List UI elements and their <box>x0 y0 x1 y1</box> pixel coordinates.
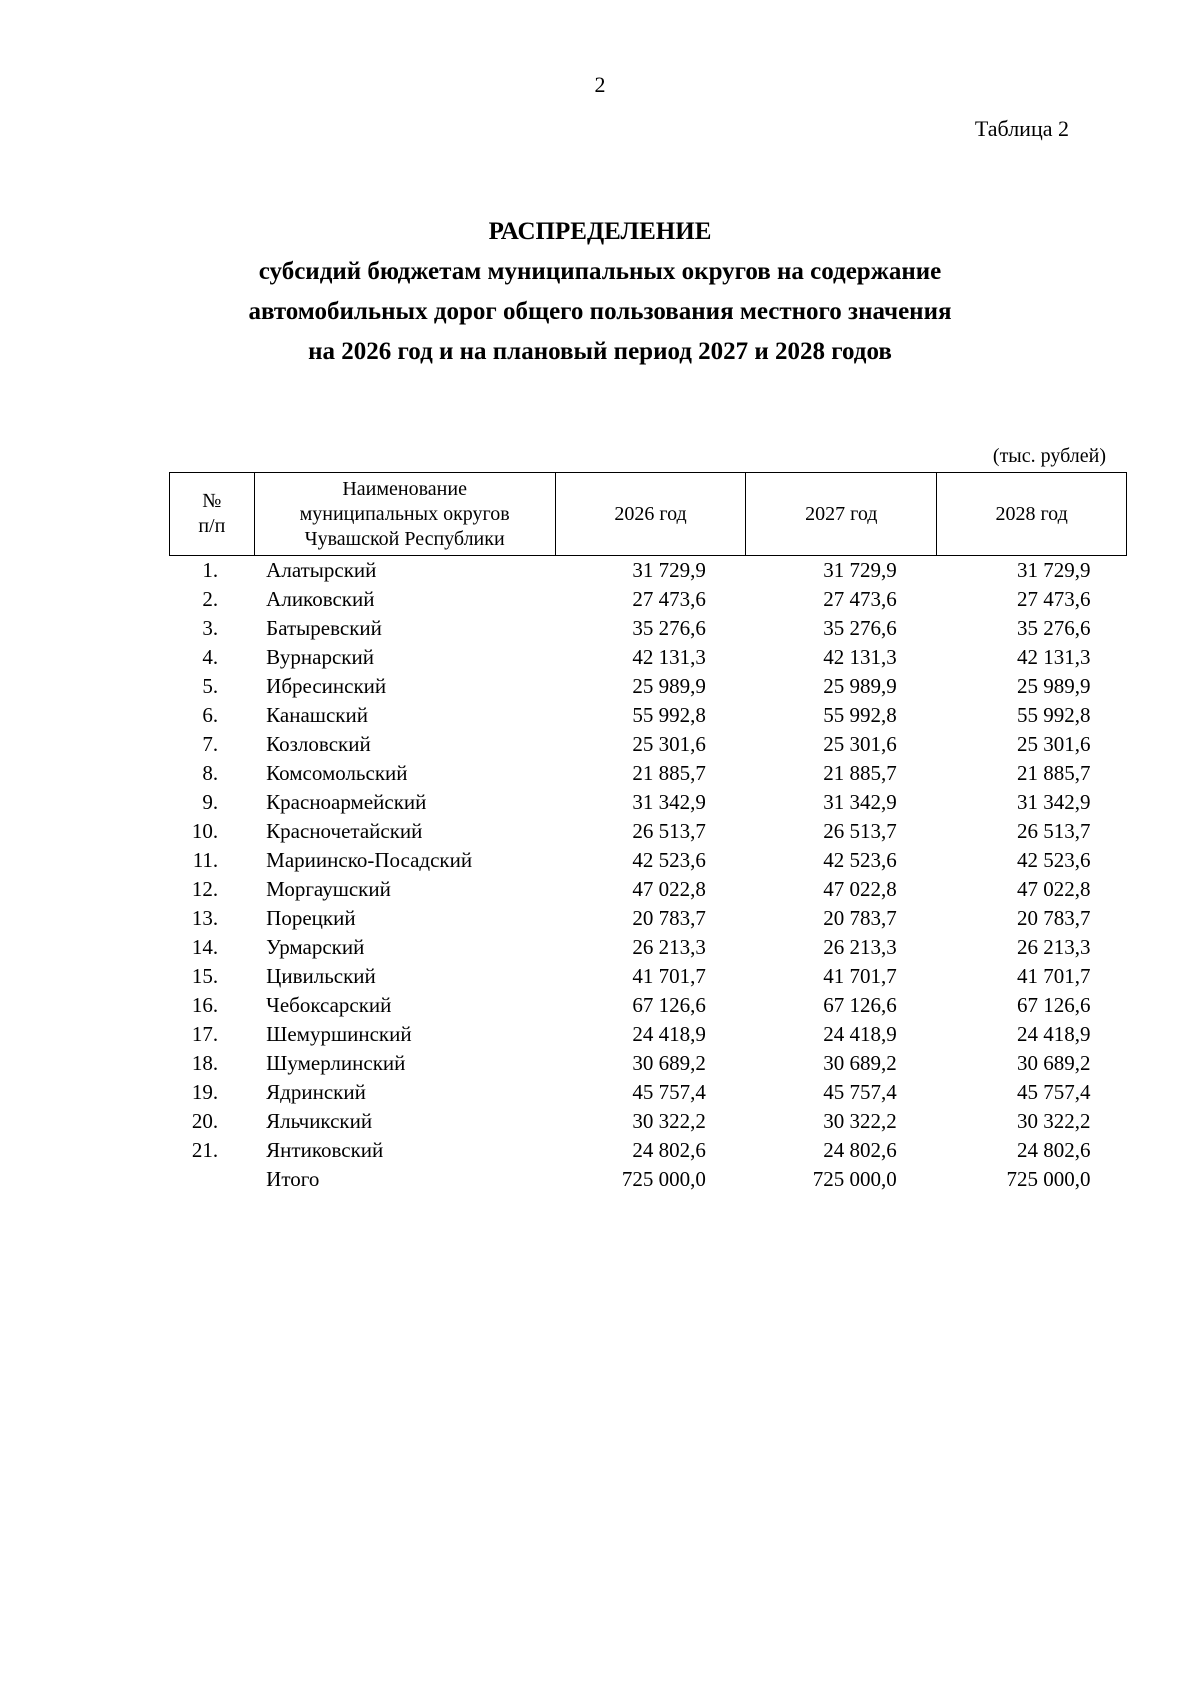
table-row <box>170 759 1127 788</box>
row-number: 8. <box>202 761 219 785</box>
row-number: 4. <box>202 645 219 669</box>
header-2027: 2027 год <box>746 473 937 556</box>
row-number <box>170 1165 255 1194</box>
row-district-name: Канашский <box>266 703 368 727</box>
header-name-line1: Наименование <box>342 477 467 500</box>
row-district-name: Мариинско-Посадский <box>266 848 473 872</box>
row-value-2027: 21 885,7 <box>823 761 897 785</box>
row-value-2027: 26 513,7 <box>823 819 897 843</box>
row-value-2026: 27 473,6 <box>632 587 706 611</box>
row-district-name: Ибресинский <box>266 674 387 698</box>
row-value-2028: 20 783,7 <box>1017 906 1091 930</box>
row-value-2026: 55 992,8 <box>632 703 706 727</box>
row-value-2028: 26 513,7 <box>1017 819 1091 843</box>
row-value-2027: 42 131,3 <box>823 645 897 669</box>
heading-line-4: на 2026 год и на плановый период 2027 и 2028 годов <box>308 338 892 365</box>
row-value-2026: 35 276,6 <box>632 616 706 640</box>
row-district-name: Вурнарский <box>266 645 374 669</box>
table-row <box>170 846 1127 875</box>
table-row <box>170 643 1127 672</box>
table-row <box>170 1107 1127 1136</box>
row-number: 6. <box>202 703 219 727</box>
row-value-2027: 45 757,4 <box>823 1080 897 1104</box>
row-number: 7. <box>202 732 219 756</box>
row-value-2028: 24 418,9 <box>1017 1022 1091 1046</box>
row-number: 5. <box>202 674 219 698</box>
row-value-2028: 27 473,6 <box>1017 587 1091 611</box>
row-value-2028: 42 523,6 <box>1017 848 1091 872</box>
row-number: 11. <box>192 848 219 872</box>
row-value-2028: 725 000,0 <box>1006 1167 1091 1191</box>
row-district-name: Батыревский <box>266 616 382 640</box>
row-value-2026: 725 000,0 <box>621 1167 706 1191</box>
table-row <box>170 875 1127 904</box>
row-value-2028: 26 213,3 <box>1017 935 1091 959</box>
row-district-name: Порецкий <box>266 906 356 930</box>
row-district-name: Итого <box>266 1167 320 1191</box>
row-number: 16. <box>191 993 219 1017</box>
row-value-2027: 24 802,6 <box>823 1138 897 1162</box>
row-number: 1. <box>202 558 219 582</box>
heading-line-2: субсидий бюджетам муниципальных округов на содержание <box>258 258 942 285</box>
row-value-2027: 35 276,6 <box>823 616 897 640</box>
row-district-name: Красноармейский <box>266 790 427 814</box>
row-value-2027: 27 473,6 <box>823 587 897 611</box>
row-value-2028: 30 689,2 <box>1017 1051 1091 1075</box>
row-value-2028: 45 757,4 <box>1017 1080 1091 1104</box>
row-value-2027: 41 701,7 <box>823 964 897 988</box>
header-2028: 2028 год <box>937 473 1127 556</box>
table-row <box>170 991 1127 1020</box>
document-heading <box>0 212 1200 372</box>
row-value-2028: 25 989,9 <box>1017 674 1091 698</box>
row-number: 14. <box>191 935 219 959</box>
table-row <box>170 1078 1127 1107</box>
row-number: 12. <box>191 877 219 901</box>
row-value-2026: 31 342,9 <box>632 790 706 814</box>
row-number: 15. <box>191 964 219 988</box>
header-2026: 2026 год <box>555 473 746 556</box>
table-row <box>170 904 1127 933</box>
row-value-2026: 45 757,4 <box>632 1080 706 1104</box>
header-name <box>254 473 555 556</box>
row-district-name: Шумерлинский <box>266 1051 406 1075</box>
table-label: Таблица 2 <box>974 116 1069 141</box>
header-number <box>170 473 255 556</box>
table-row <box>170 788 1127 817</box>
table-row <box>170 730 1127 759</box>
table-row <box>170 1020 1127 1049</box>
row-value-2028: 31 342,9 <box>1017 790 1091 814</box>
header-name-line3: Чувашской Республики <box>304 527 505 550</box>
row-value-2027: 31 342,9 <box>823 790 897 814</box>
row-value-2026: 26 513,7 <box>632 819 706 843</box>
row-value-2026: 25 989,9 <box>632 674 706 698</box>
row-value-2026: 42 131,3 <box>632 645 706 669</box>
row-value-2027: 31 729,9 <box>823 558 897 582</box>
row-value-2027: 30 689,2 <box>823 1051 897 1075</box>
row-value-2027: 67 126,6 <box>823 993 897 1017</box>
row-value-2027: 20 783,7 <box>823 906 897 930</box>
table-row <box>170 962 1127 991</box>
row-number: 3. <box>202 616 219 640</box>
row-value-2027: 24 418,9 <box>823 1022 897 1046</box>
header-number-line2: п/п <box>198 515 226 537</box>
row-number: 21. <box>191 1138 219 1162</box>
row-district-name: Урмарский <box>266 935 365 959</box>
table-row <box>170 933 1127 962</box>
row-value-2026: 26 213,3 <box>632 935 706 959</box>
row-value-2028: 24 802,6 <box>1017 1138 1091 1162</box>
row-value-2028: 35 276,6 <box>1017 616 1091 640</box>
header-name-line2: муниципальных округов <box>299 502 510 525</box>
row-value-2028: 55 992,8 <box>1017 703 1091 727</box>
row-value-2028: 42 131,3 <box>1017 645 1091 669</box>
table-row <box>170 585 1127 614</box>
table-row <box>170 1136 1127 1165</box>
row-value-2026: 30 322,2 <box>632 1109 706 1133</box>
units-note: (тыс. рублей) <box>992 445 1106 467</box>
row-value-2027: 42 523,6 <box>823 848 897 872</box>
row-value-2026: 21 885,7 <box>632 761 706 785</box>
row-value-2026: 67 126,6 <box>632 993 706 1017</box>
row-number: 20. <box>191 1109 219 1133</box>
row-number: 9. <box>202 790 219 814</box>
row-district-name: Моргаушский <box>266 877 391 901</box>
row-value-2026: 42 523,6 <box>632 848 706 872</box>
table-row <box>170 672 1127 701</box>
row-value-2028: 21 885,7 <box>1017 761 1091 785</box>
row-district-name: Цивильский <box>266 964 376 988</box>
row-value-2027: 26 213,3 <box>823 935 897 959</box>
row-number: 18. <box>191 1051 219 1075</box>
row-value-2028: 41 701,7 <box>1017 964 1091 988</box>
row-value-2028: 25 301,6 <box>1017 732 1091 756</box>
row-number: 13. <box>191 906 219 930</box>
row-district-name: Ядринский <box>266 1080 366 1104</box>
row-number: 2. <box>202 587 219 611</box>
row-value-2027: 25 989,9 <box>823 674 897 698</box>
row-value-2027: 725 000,0 <box>812 1167 897 1191</box>
table-header <box>170 473 1127 556</box>
table-row <box>170 614 1127 643</box>
row-district-name: Чебоксарский <box>266 993 392 1017</box>
row-number: 17. <box>191 1022 219 1046</box>
row-value-2028: 67 126,6 <box>1017 993 1091 1017</box>
table-row <box>170 701 1127 730</box>
row-number: 19. <box>191 1080 219 1104</box>
row-value-2026: 24 418,9 <box>632 1022 706 1046</box>
row-district-name: Козловский <box>266 732 371 756</box>
row-value-2028: 47 022,8 <box>1017 877 1091 901</box>
table-body <box>170 556 1127 1195</box>
header-row <box>170 473 1127 556</box>
row-value-2028: 30 322,2 <box>1017 1109 1091 1133</box>
page-number: 2 <box>594 72 606 97</box>
row-value-2027: 25 301,6 <box>823 732 897 756</box>
row-district-name: Янтиковский <box>266 1138 384 1162</box>
total-row <box>170 1165 1127 1194</box>
header-number-line1: № <box>202 490 222 512</box>
row-value-2026: 24 802,6 <box>632 1138 706 1162</box>
row-value-2026: 25 301,6 <box>632 732 706 756</box>
row-district-name: Красночетайский <box>266 819 423 843</box>
table-row <box>170 556 1127 586</box>
row-district-name: Яльчикский <box>266 1109 373 1133</box>
row-district-name: Шемуршинский <box>266 1022 412 1046</box>
row-district-name: Комсомольский <box>266 761 408 785</box>
table-row <box>170 817 1127 846</box>
row-value-2026: 20 783,7 <box>632 906 706 930</box>
table-row <box>170 1049 1127 1078</box>
row-value-2026: 31 729,9 <box>632 558 706 582</box>
row-district-name: Аликовский <box>266 587 375 611</box>
row-value-2027: 47 022,8 <box>823 877 897 901</box>
row-value-2026: 47 022,8 <box>632 877 706 901</box>
heading-line-3: автомобильных дорог общего пользования местного значения <box>248 298 952 325</box>
row-value-2026: 41 701,7 <box>632 964 706 988</box>
row-value-2028: 31 729,9 <box>1017 558 1091 582</box>
row-value-2027: 30 322,2 <box>823 1109 897 1133</box>
row-district-name: Алатырский <box>266 558 377 582</box>
row-number: 10. <box>191 819 219 843</box>
heading-title: РАСПРЕДЕЛЕНИЕ <box>488 218 712 245</box>
row-value-2027: 55 992,8 <box>823 703 897 727</box>
row-value-2026: 30 689,2 <box>632 1051 706 1075</box>
distribution-table <box>169 472 1127 1194</box>
